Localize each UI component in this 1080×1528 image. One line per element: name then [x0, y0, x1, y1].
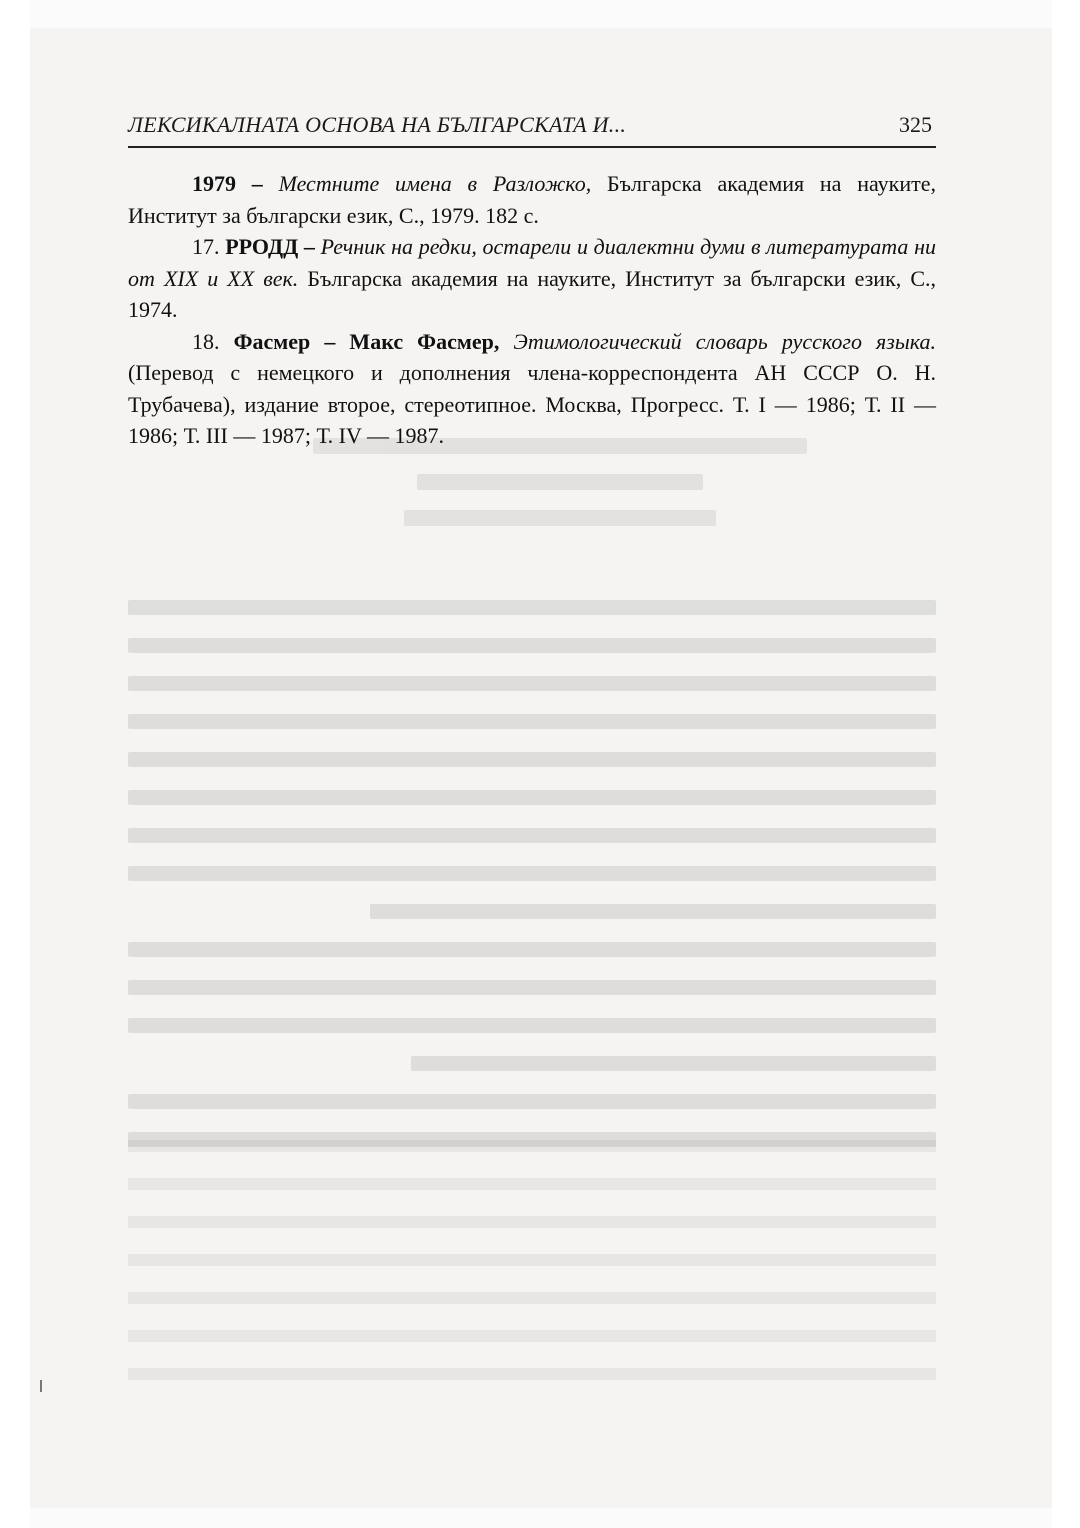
right-margin: [1052, 0, 1080, 1528]
reference-details: Българска академия на науките, Институт за български език, С., 1974.: [128, 265, 936, 322]
page-header: [128, 110, 936, 146]
reference-title: Местните имена в Разложко,: [278, 171, 592, 196]
bleed-through-heading: [300, 438, 820, 528]
reference-details: (Перевод с немецкого и дополнения члена-корреспондента АН СССР О. Н. Трубачева), издание второе, стереотипное. Москва, Прогресс. Т. I — 1986; Т. II — 1986; Т. III — 1987; Т. IV — 1987.: [128, 360, 936, 448]
reference-lead: 1979 –: [192, 171, 279, 196]
bleed-through-lower-text: [128, 1140, 936, 1460]
reference-details: Българска академия на науките, Институт за български език, С., 1979. 182 с.: [128, 171, 936, 228]
bleed-through-text: [128, 600, 936, 1220]
reference-number: 18.: [192, 328, 234, 354]
reference-entry: [128, 326, 936, 452]
header-rule: [128, 146, 936, 148]
reference-entry: [128, 231, 936, 326]
reference-entry: [128, 168, 936, 231]
reference-title: Речник на редки, остарели и диалектни думи в литературата ни от XIX и XX век.: [128, 234, 936, 291]
left-margin: [0, 0, 30, 1528]
page-number: 325: [899, 112, 932, 137]
reference-abbreviation: Фасмер – Макс Фасмер,: [233, 328, 500, 354]
reference-list: [128, 168, 936, 452]
reference-title: Этимологический словарь русского языка.: [499, 328, 936, 354]
running-head: ЛЕКСИКАЛНАТА ОСНОВА НА БЪЛГАРСКАТА И...: [128, 112, 627, 137]
margin-mark: [40, 1380, 42, 1392]
reference-number: 17.: [192, 234, 226, 259]
reference-abbreviation: РРОДД –: [225, 234, 321, 259]
